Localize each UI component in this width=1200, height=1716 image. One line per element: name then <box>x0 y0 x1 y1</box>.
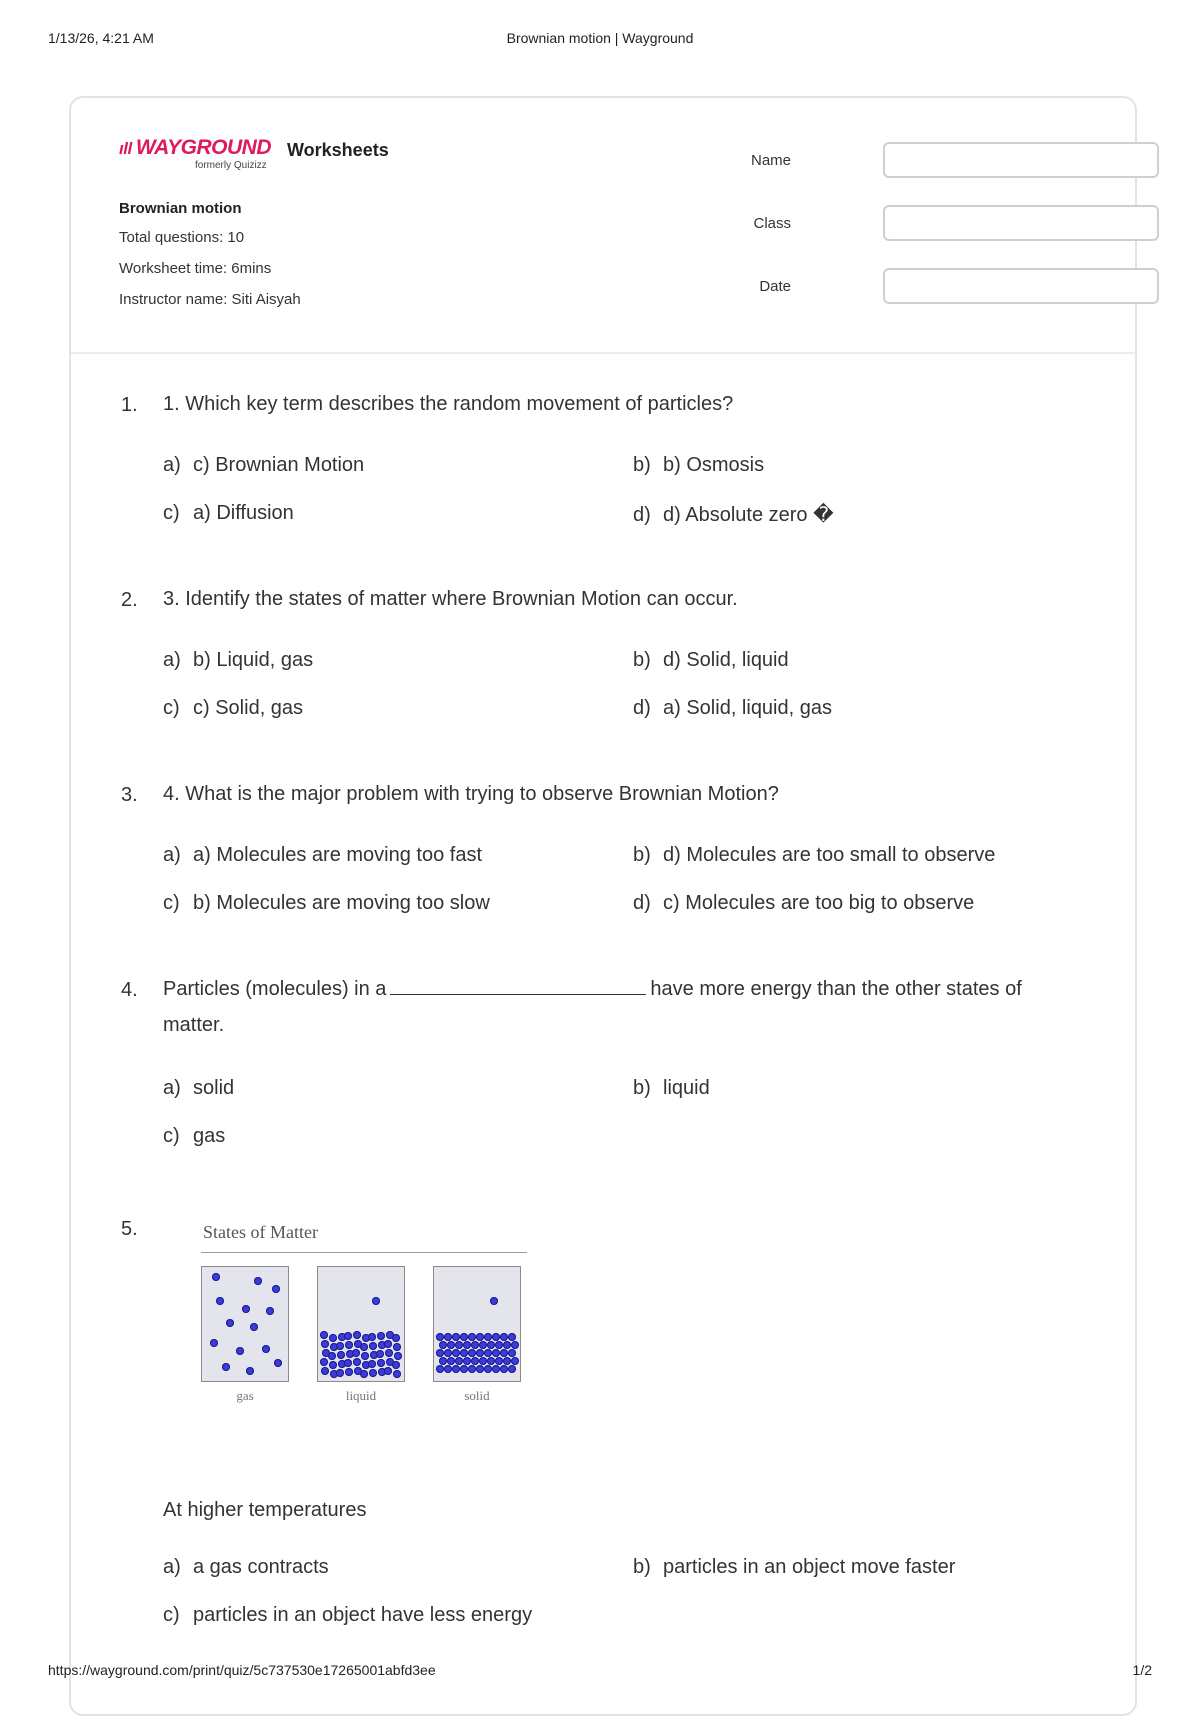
liquid-particle <box>344 1359 352 1367</box>
liquid-particle <box>336 1342 344 1350</box>
option-c[interactable]: c) particles in an object have less energy <box>163 1604 533 1626</box>
solid-particle <box>452 1365 460 1373</box>
liquid-panel <box>317 1266 405 1382</box>
figure-title: States of Matter <box>203 1222 318 1242</box>
solid-particle <box>452 1333 460 1341</box>
solid-particle <box>492 1365 500 1373</box>
option-c[interactable]: c) c) Solid, gas <box>163 697 304 719</box>
liquid-particle <box>328 1352 336 1360</box>
liquid-particle <box>377 1332 385 1340</box>
liquid-particle <box>368 1360 376 1368</box>
solid-particle <box>508 1365 516 1373</box>
gas-particle <box>246 1367 254 1375</box>
question-text: Particles (molecules) in a have more energy than the other states of matter. <box>163 978 1022 1036</box>
liquid-particle <box>345 1368 353 1376</box>
gas-particle <box>242 1305 250 1313</box>
question-text: 4. What is the major problem with trying to observe Brownian Motion? <box>163 783 779 805</box>
solid-particle <box>484 1365 492 1373</box>
liquid-particle <box>385 1349 393 1357</box>
solid-particle <box>500 1333 508 1341</box>
solid-particle <box>468 1365 476 1373</box>
liquid-particle <box>320 1358 328 1366</box>
solid-particle <box>492 1349 500 1357</box>
question-text: At higher temperatures <box>163 1499 367 1521</box>
liquid-particle <box>394 1352 402 1360</box>
solid-particle <box>468 1333 476 1341</box>
liquid-particle <box>337 1351 345 1359</box>
solid-particle <box>444 1349 452 1357</box>
solid-particle <box>436 1365 444 1373</box>
gas-particle <box>274 1359 282 1367</box>
liquid-particle <box>345 1341 353 1349</box>
liquid-particle <box>329 1361 337 1369</box>
question-text: 1. Which key term describes the random movement of particles? <box>163 393 734 415</box>
worksheet-header <box>71 98 1135 354</box>
solid-particle <box>471 1357 479 1365</box>
liquid-particle <box>360 1370 368 1378</box>
question-number: 2. <box>121 589 138 611</box>
fill-in-blank <box>390 976 646 995</box>
gas-particle <box>212 1273 220 1281</box>
gas-label: gas <box>236 1388 254 1403</box>
solid-particle <box>460 1333 468 1341</box>
solid-particle <box>439 1357 447 1365</box>
gas-particle <box>210 1339 218 1347</box>
instructor-name: Instructor name: Siti Aisyah <box>119 291 301 308</box>
option-a[interactable]: a) a gas contracts <box>163 1556 329 1578</box>
class-label: Class <box>753 215 791 232</box>
solid-particle <box>487 1341 495 1349</box>
question-number: 1. <box>121 394 138 416</box>
option-b[interactable]: b) b) Osmosis <box>633 454 765 476</box>
gas-particle <box>254 1277 262 1285</box>
solid-particle <box>476 1365 484 1373</box>
gas-particle <box>250 1323 258 1331</box>
gas-particle <box>266 1307 274 1315</box>
solid-particle <box>508 1333 516 1341</box>
solid-particle <box>436 1349 444 1357</box>
gas-particle <box>272 1285 280 1293</box>
name-field[interactable] <box>883 142 1159 178</box>
class-field[interactable] <box>883 205 1159 241</box>
figure-rule <box>201 1252 527 1253</box>
solid-particle <box>455 1341 463 1349</box>
class-field-row <box>711 205 1091 243</box>
liquid-particle <box>360 1343 368 1351</box>
liquid-particle <box>392 1334 400 1342</box>
option-c[interactable]: c) gas <box>163 1125 226 1147</box>
brand-logo <box>119 136 389 171</box>
option-a[interactable]: a) solid <box>163 1077 235 1099</box>
print-page-title: Brownian motion | Wayground <box>506 30 694 46</box>
liquid-label: liquid <box>345 1388 377 1403</box>
solid-particle <box>476 1333 484 1341</box>
liquid-particle <box>329 1334 337 1342</box>
print-footer <box>48 1662 1152 1682</box>
solid-particle <box>447 1357 455 1365</box>
option-b[interactable]: b) particles in an object move faster <box>633 1556 956 1578</box>
option-d[interactable]: d) d) Absolute zero � <box>633 504 834 526</box>
date-label: Date <box>759 278 791 295</box>
question-number: 5. <box>121 1218 138 1240</box>
solid-particle <box>447 1341 455 1349</box>
liquid-particle <box>320 1331 328 1339</box>
liquid-particle <box>377 1359 385 1367</box>
solid-label: solid <box>464 1388 490 1403</box>
liquid-particle <box>321 1340 329 1348</box>
solid-particle <box>444 1333 452 1341</box>
solid-particle <box>479 1357 487 1365</box>
liquid-particle <box>393 1370 401 1378</box>
solid-particle <box>484 1349 492 1357</box>
solid-particle <box>487 1357 495 1365</box>
solid-particle <box>468 1349 476 1357</box>
solid-particle <box>479 1341 487 1349</box>
gas-particle <box>216 1297 224 1305</box>
solid-panel <box>433 1266 521 1382</box>
print-header <box>48 30 1152 50</box>
liquid-particle <box>376 1350 384 1358</box>
liquid-particle <box>352 1349 360 1357</box>
solid-particle <box>444 1365 452 1373</box>
solid-particle <box>463 1341 471 1349</box>
solid-particle <box>463 1357 471 1365</box>
solid-particle <box>436 1333 444 1341</box>
worksheet-time: Worksheet time: 6mins <box>119 260 272 277</box>
liquid-particle <box>368 1333 376 1341</box>
states-of-matter-figure <box>191 1222 521 1418</box>
liquid-particle <box>353 1358 361 1366</box>
solid-particle <box>503 1357 511 1365</box>
name-label: Name <box>750 152 791 169</box>
gas-panel <box>201 1266 289 1382</box>
worksheet-title: Brownian motion <box>119 200 242 217</box>
total-questions: Total questions: 10 <box>119 229 245 246</box>
liquid-particle <box>344 1332 352 1340</box>
solid-particle <box>471 1341 479 1349</box>
logo-subtitle: formerly Quizizz <box>195 160 267 171</box>
gas-particle <box>226 1319 234 1327</box>
date-field-row <box>711 268 1091 306</box>
option-a[interactable]: a) b) Liquid, gas <box>163 649 314 671</box>
option-c[interactable]: c) a) Diffusion <box>163 502 294 524</box>
gas-particle <box>222 1363 230 1371</box>
solid-particle <box>503 1341 511 1349</box>
solid-particle <box>455 1357 463 1365</box>
solid-particle <box>495 1357 503 1365</box>
liquid-particle <box>384 1340 392 1348</box>
solid-particle <box>484 1333 492 1341</box>
name-field-row <box>711 142 1091 180</box>
solid-particle <box>439 1341 447 1349</box>
solid-particle <box>490 1297 498 1305</box>
date-field[interactable] <box>883 268 1159 304</box>
liquid-particle <box>353 1331 361 1339</box>
gas-particle <box>262 1345 270 1353</box>
solid-particle <box>500 1349 508 1357</box>
question-number: 4. <box>121 979 138 1001</box>
print-datetime: 1/13/26, 4:21 AM <box>48 30 154 46</box>
liquid-particle <box>336 1369 344 1377</box>
option-b[interactable]: b) d) Solid, liquid <box>633 649 789 671</box>
liquid-particle <box>321 1367 329 1375</box>
worksheet-card <box>69 96 1137 1716</box>
logo-wordmark: ıll WAYGROUND <box>119 136 272 159</box>
solid-particle <box>495 1341 503 1349</box>
liquid-particle <box>369 1369 377 1377</box>
page-url: https://wayground.com/print/quiz/5c737530e17265001abfd3ee <box>48 1662 436 1678</box>
option-a[interactable]: a) a) Molecules are moving too fast <box>163 844 483 866</box>
option-b[interactable]: b) liquid <box>633 1077 710 1099</box>
gas-particle <box>236 1347 244 1355</box>
solid-particle <box>476 1349 484 1357</box>
option-b[interactable]: b) d) Molecules are too small to observe <box>633 844 996 866</box>
solid-particle <box>492 1333 500 1341</box>
liquid-particle <box>369 1342 377 1350</box>
solid-particle <box>508 1349 516 1357</box>
option-c[interactable]: c) b) Molecules are moving too slow <box>163 892 490 914</box>
liquid-particle <box>392 1361 400 1369</box>
solid-particle <box>460 1365 468 1373</box>
liquid-particle <box>361 1352 369 1360</box>
option-d[interactable]: d) c) Molecules are too big to observe <box>633 892 975 914</box>
liquid-particle <box>384 1367 392 1375</box>
liquid-particle <box>372 1297 380 1305</box>
question-number: 3. <box>121 784 138 806</box>
liquid-particle <box>393 1343 401 1351</box>
solid-particle <box>460 1349 468 1357</box>
option-d[interactable]: d) a) Solid, liquid, gas <box>633 697 832 719</box>
option-a[interactable]: a) c) Brownian Motion <box>163 454 365 476</box>
solid-particle <box>500 1365 508 1373</box>
page-number: 1/2 <box>1132 1662 1152 1678</box>
solid-particle <box>452 1349 460 1357</box>
question-text: 3. Identify the states of matter where Brownian Motion can occur. <box>163 588 738 610</box>
solid-particle <box>511 1341 519 1349</box>
product-name: Worksheets <box>287 140 389 160</box>
solid-particle <box>511 1357 519 1365</box>
